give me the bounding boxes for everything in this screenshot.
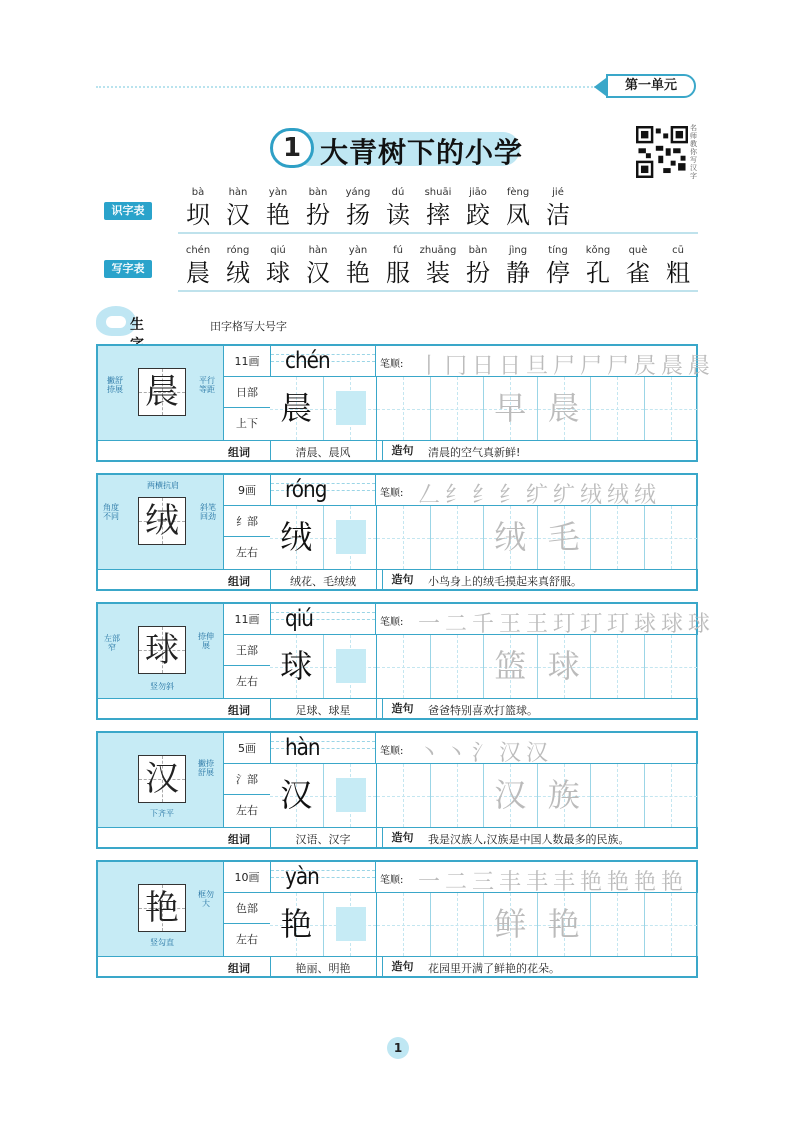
char-card-2 [96,602,709,720]
trace-char-light [591,893,644,956]
lesson-title [270,128,524,168]
hanzi-text: 扮 [466,259,490,287]
trace-char-light [431,635,484,698]
blank-practice-block [336,520,366,554]
recognize-char-item [378,186,418,230]
trace-char-light [377,893,430,956]
practice-cell[interactable] [645,377,699,440]
practice-cell[interactable] [591,506,645,569]
footer-divider [270,956,271,976]
trace-char-dark: 汉 [280,776,313,814]
stroke-order [376,346,709,379]
card-pinyin: yàn [285,862,319,890]
pinyin-text: jìng [508,245,528,256]
pinyin-text: yáng [345,187,371,198]
hanzi-text: 服 [386,259,410,287]
recognize-char-item [218,186,258,230]
hanzi-text: 球 [266,259,290,287]
trace-char-light [645,893,698,956]
stroke-order-label: 笔顺: [380,617,404,628]
trace-char-light: 晨 [547,389,580,427]
trace-char-dark: 绒 [280,518,313,556]
trace-char-light: 毛 [547,518,580,556]
stroke-count: 9画 [224,475,270,506]
write-char-item [258,244,298,288]
practice-cell[interactable] [591,893,645,956]
radical: 氵部 [224,764,270,795]
hanzi-text: 孔 [586,259,610,287]
stroke-order [376,862,698,893]
trace-char-light [377,764,430,827]
pinyin-text: hàn [308,245,328,256]
write-char-item [418,244,458,288]
footer-divider [376,827,377,847]
stroke-order-label: 笔顺: [380,746,404,757]
card-pinyin: qiú [285,604,313,632]
recognize-char-item [338,186,378,230]
char-card-0 [96,344,709,462]
trace-char-light: 绒 [494,518,527,556]
writing-tip: 撇捺舒展 [198,759,214,777]
trace-char-light: 早 [494,389,527,427]
pinyin-text: jié [552,187,564,198]
hanzi-text: 扬 [346,201,370,229]
words-label: 组词 [228,962,250,975]
words-label: 组词 [228,833,250,846]
pinyin-box [270,475,376,506]
trace-char-light [645,506,698,569]
structure: 左右 [236,546,258,559]
example-sentence: 花园里开满了鲜艳的花朵。 [428,962,560,975]
blank-practice-block [336,391,366,425]
hanzi-text: 雀 [626,259,650,287]
practice-cell[interactable] [270,893,324,956]
writing-tip: 竖勿斜 [150,682,174,691]
practice-cell[interactable] [324,506,378,569]
practice-cell[interactable] [431,764,485,827]
words-label: 组词 [228,575,250,588]
pinyin-text: chén [185,245,211,256]
writing-tip: 平行等距 [199,376,215,394]
sentence-label: 造句 [382,957,422,977]
write-char-item [458,244,498,288]
practice-grid[interactable] [270,764,698,827]
trace-char-light [431,377,484,440]
practice-cell[interactable] [324,635,378,698]
write-char-item [658,244,698,288]
pinyin-text: shuāi [424,187,452,198]
footer-divider [376,440,377,460]
hanzi-text: 晨 [186,259,210,287]
footer-divider [270,569,271,589]
practice-cell[interactable] [377,635,431,698]
write-char-item [618,244,658,288]
words-label: 组词 [228,704,250,717]
recognize-char-item [458,186,498,230]
pinyin-box [270,346,376,377]
model-char-box [138,497,186,545]
trace-char-light [431,893,484,956]
lesson-number: 1 [270,128,314,168]
hanzi-text: 汉 [226,201,250,229]
practice-cell[interactable] [538,506,592,569]
footer-divider [270,698,271,718]
practice-cell[interactable] [377,893,431,956]
hanzi-text: 粗 [666,259,690,287]
practice-cell[interactable] [645,506,699,569]
practice-cell[interactable] [431,893,485,956]
practice-cell[interactable] [270,377,324,440]
card-pinyin: róng [285,475,327,503]
model-char-panel [98,862,224,956]
card-footer [98,827,696,847]
trace-char-light: 球 [547,647,580,685]
sentence-label: 造句 [382,699,422,719]
stroke-count: 11画 [224,346,270,377]
pinyin-box [270,862,376,893]
trace-char-light: 篮 [494,647,527,685]
trace-char-dark: 晨 [280,389,313,427]
model-char-panel [98,346,224,440]
model-char: 汉 [145,759,179,799]
stroke-order-label: 笔顺: [380,875,404,886]
pinyin-text: fèng [506,187,530,198]
model-char-box [138,368,186,416]
practice-cell[interactable] [431,635,485,698]
practice-grid[interactable] [270,893,698,956]
hanzi-text: 艳 [346,259,370,287]
pinyin-text: què [628,245,648,256]
model-char: 晨 [145,372,179,412]
model-char-box [138,626,186,674]
radical: 日部 [224,377,270,408]
example-words: 足球、球星 [295,704,351,717]
stroke-count: 5画 [224,733,270,764]
words-label: 组词 [228,446,250,459]
stroke-order [376,475,698,506]
practice-cell[interactable] [270,506,324,569]
recognize-char-item [298,186,338,230]
example-sentence: 小鸟身上的绒毛摸起来真舒服。 [428,575,582,588]
practice-cell[interactable] [484,377,538,440]
section-title: 生 [130,317,144,333]
practice-cell[interactable] [538,377,592,440]
recognize-char-list [178,186,578,230]
write-char-list [178,244,698,288]
write-label: 写字表 [104,260,152,278]
sentence-label: 造句 [382,570,422,590]
writing-tip: 左部窄 [104,634,120,652]
practice-cell[interactable] [538,893,592,956]
practice-cell[interactable] [484,506,538,569]
structure: 上下 [236,417,258,430]
example-sentence: 清晨的空气真新鲜! [428,446,521,459]
model-char-panel [98,733,224,827]
card-pinyin: hàn [285,733,320,761]
write-char-item [178,244,218,288]
trace-char-light [591,377,644,440]
hanzi-text: 凤 [506,201,530,229]
practice-cell[interactable] [377,506,431,569]
practice-cell[interactable] [324,377,378,440]
pinyin-text: jiāo [469,187,487,198]
trace-char-light [591,506,644,569]
sentence-label: 造句 [382,441,422,461]
pinyin-box [270,733,376,764]
hanzi-text: 静 [506,259,530,287]
trace-char-light [431,506,484,569]
footer-divider [376,956,377,976]
hanzi-text: 扮 [306,201,330,229]
practice-cell[interactable] [431,506,485,569]
recognize-label: 识字表 [104,202,152,220]
example-words: 艳丽、明艳 [295,962,351,975]
hanzi-text: 跤 [466,201,490,229]
practice-cell[interactable] [484,764,538,827]
footer-divider [376,569,377,589]
write-char-item [498,244,538,288]
radical: 纟部 [224,506,270,537]
qr-caption: 名师教你写汉字 [690,124,697,180]
writing-tip: 捺伸展 [198,632,214,650]
sentence-label: 造句 [382,828,422,848]
char-card-4 [96,860,698,978]
write-char-item [298,244,338,288]
stroke-order-label: 笔顺: [380,488,404,499]
practice-cell[interactable] [538,764,592,827]
stroke-order-sequence: 一 二 千 王 王 玎 玎 玎 球 球 球 [418,612,709,637]
hanzi-text: 读 [386,201,410,229]
practice-cell[interactable] [645,635,699,698]
model-char: 艳 [145,888,179,928]
trace-char-light [431,764,484,827]
pinyin-box [270,604,376,635]
trace-char-light: 汉 [494,776,527,814]
pinyin-text: yàn [268,187,288,198]
pinyin-text: róng [226,245,250,256]
stroke-order-sequence: 一 二 三 丰 丰 丰 艳 艳 艳 艳 [418,870,682,895]
pinyin-text: cū [672,245,684,256]
hanzi-text: 坝 [186,201,210,229]
hanzi-text: 艳 [266,201,290,229]
recognize-char-item [178,186,218,230]
recognize-char-item [418,186,458,230]
recognize-char-item [498,186,538,230]
blank-practice-block [336,907,366,941]
practice-cell[interactable] [538,635,592,698]
trace-char-light: 鲜 [494,905,527,943]
structure: 左右 [236,675,258,688]
pinyin-text: qiú [270,245,286,256]
write-char-item [578,244,618,288]
page-number: 1 [387,1037,409,1059]
footer-divider [376,698,377,718]
example-sentence: 爸爸特别喜欢打篮球。 [428,704,538,717]
trace-char-light [645,635,698,698]
write-char-item [338,244,378,288]
card-footer [98,440,696,460]
practice-grid[interactable] [270,377,698,440]
practice-cell[interactable] [484,893,538,956]
stroke-order-label: 笔顺: [380,359,404,370]
model-char-panel [98,604,224,698]
hanzi-text: 摔 [426,201,450,229]
stroke-order-sequence: 丨 冂 日 日 旦 尸 尸 尸 昃 晨 晨 [418,354,709,379]
unit-tab: 第一单元 [606,74,696,98]
recognize-char-item [258,186,298,230]
writing-tip: 斜笔回劲 [200,503,216,521]
lesson-title-text: 大青树下的小学 [320,136,524,169]
stroke-order [376,604,709,637]
practice-cell[interactable] [270,635,324,698]
card-pinyin: chén [285,346,330,374]
pinyin-text: zhuāng [419,245,457,256]
model-char: 绒 [145,501,179,541]
stroke-order-sequence: 𠃋 纟 纟 纟 纩 纩 绒 绒 绒 [418,483,655,508]
practice-cell[interactable] [270,764,324,827]
writing-tip: 两横抗肩 [147,481,179,490]
trace-char-dark: 艳 [280,905,313,943]
card-footer [98,698,696,718]
char-card-3 [96,731,698,849]
pinyin-text: hàn [228,187,248,198]
section-subtitle: 田字格写大号字 [210,320,287,333]
practice-cell[interactable] [645,764,699,827]
radical: 色部 [224,893,270,924]
practice-cell[interactable] [377,377,431,440]
trace-char-light [591,764,644,827]
hanzi-text: 装 [426,259,450,287]
hanzi-text: 洁 [546,201,570,229]
header-divider [96,86,596,88]
pinyin-text: yàn [348,245,368,256]
practice-cell[interactable] [591,764,645,827]
hanzi-text: 绒 [226,259,250,287]
footer-divider [270,827,271,847]
practice-cell[interactable] [645,893,699,956]
trace-char-light [591,635,644,698]
stroke-order-sequence: 丶 丶 氵 汉 汉 [418,741,547,766]
trace-char-light [377,635,430,698]
writing-tip: 撇舒捺展 [107,376,123,394]
qr-code-icon[interactable] [636,126,688,178]
recognize-char-item [538,186,578,230]
writing-tip: 竖勾直 [150,938,174,947]
stroke-order [376,733,698,764]
pinyin-text: kǒng [585,245,611,256]
footer-divider [270,440,271,460]
pinyin-text: dú [391,187,405,198]
pinyin-text: tíng [548,245,568,256]
blank-practice-block [336,649,366,683]
stroke-count: 11画 [224,604,270,635]
blank-practice-block [336,778,366,812]
writing-tip: 下齐平 [150,809,174,818]
example-words: 汉语、汉字 [295,833,351,846]
write-underline [178,290,698,292]
model-char: 球 [145,630,179,670]
practice-grid[interactable] [270,635,698,698]
stroke-count: 10画 [224,862,270,893]
pinyin-text: fú [393,245,403,256]
card-footer [98,569,696,589]
trace-char-light [377,506,430,569]
practice-cell[interactable] [591,635,645,698]
write-char-item [378,244,418,288]
example-words: 绒花、毛绒绒 [290,575,356,588]
trace-char-light: 艳 [547,905,580,943]
model-char-box [138,884,186,932]
pinyin-text: bàn [468,245,488,256]
char-card-1 [96,473,698,591]
practice-cell[interactable] [324,764,378,827]
hanzi-text: 停 [546,259,570,287]
practice-grid[interactable] [270,506,698,569]
pinyin-text: bà [191,187,205,198]
recognize-underline [178,232,698,234]
practice-cell[interactable] [377,764,431,827]
trace-char-dark: 球 [280,647,313,685]
hanzi-text: 汉 [306,259,330,287]
structure: 左右 [236,933,258,946]
card-footer [98,956,696,976]
pinyin-text: bàn [308,187,328,198]
practice-cell[interactable] [324,893,378,956]
model-char-box [138,755,186,803]
structure: 左右 [236,804,258,817]
example-sentence: 我是汉族人,汉族是中国人数最多的民族。 [428,833,630,846]
model-char-panel [98,475,224,569]
practice-cell[interactable] [484,635,538,698]
trace-char-light [377,377,430,440]
trace-char-light [645,377,698,440]
trace-char-light: 族 [547,776,580,814]
write-char-item [218,244,258,288]
trace-char-light [645,764,698,827]
practice-cell[interactable] [431,377,485,440]
writing-tip: 角度不同 [103,503,119,521]
practice-cell[interactable] [591,377,645,440]
writing-tip: 框勿大 [198,890,214,908]
radical: 王部 [224,635,270,666]
example-words: 清晨、晨风 [295,446,351,459]
write-char-item [538,244,578,288]
